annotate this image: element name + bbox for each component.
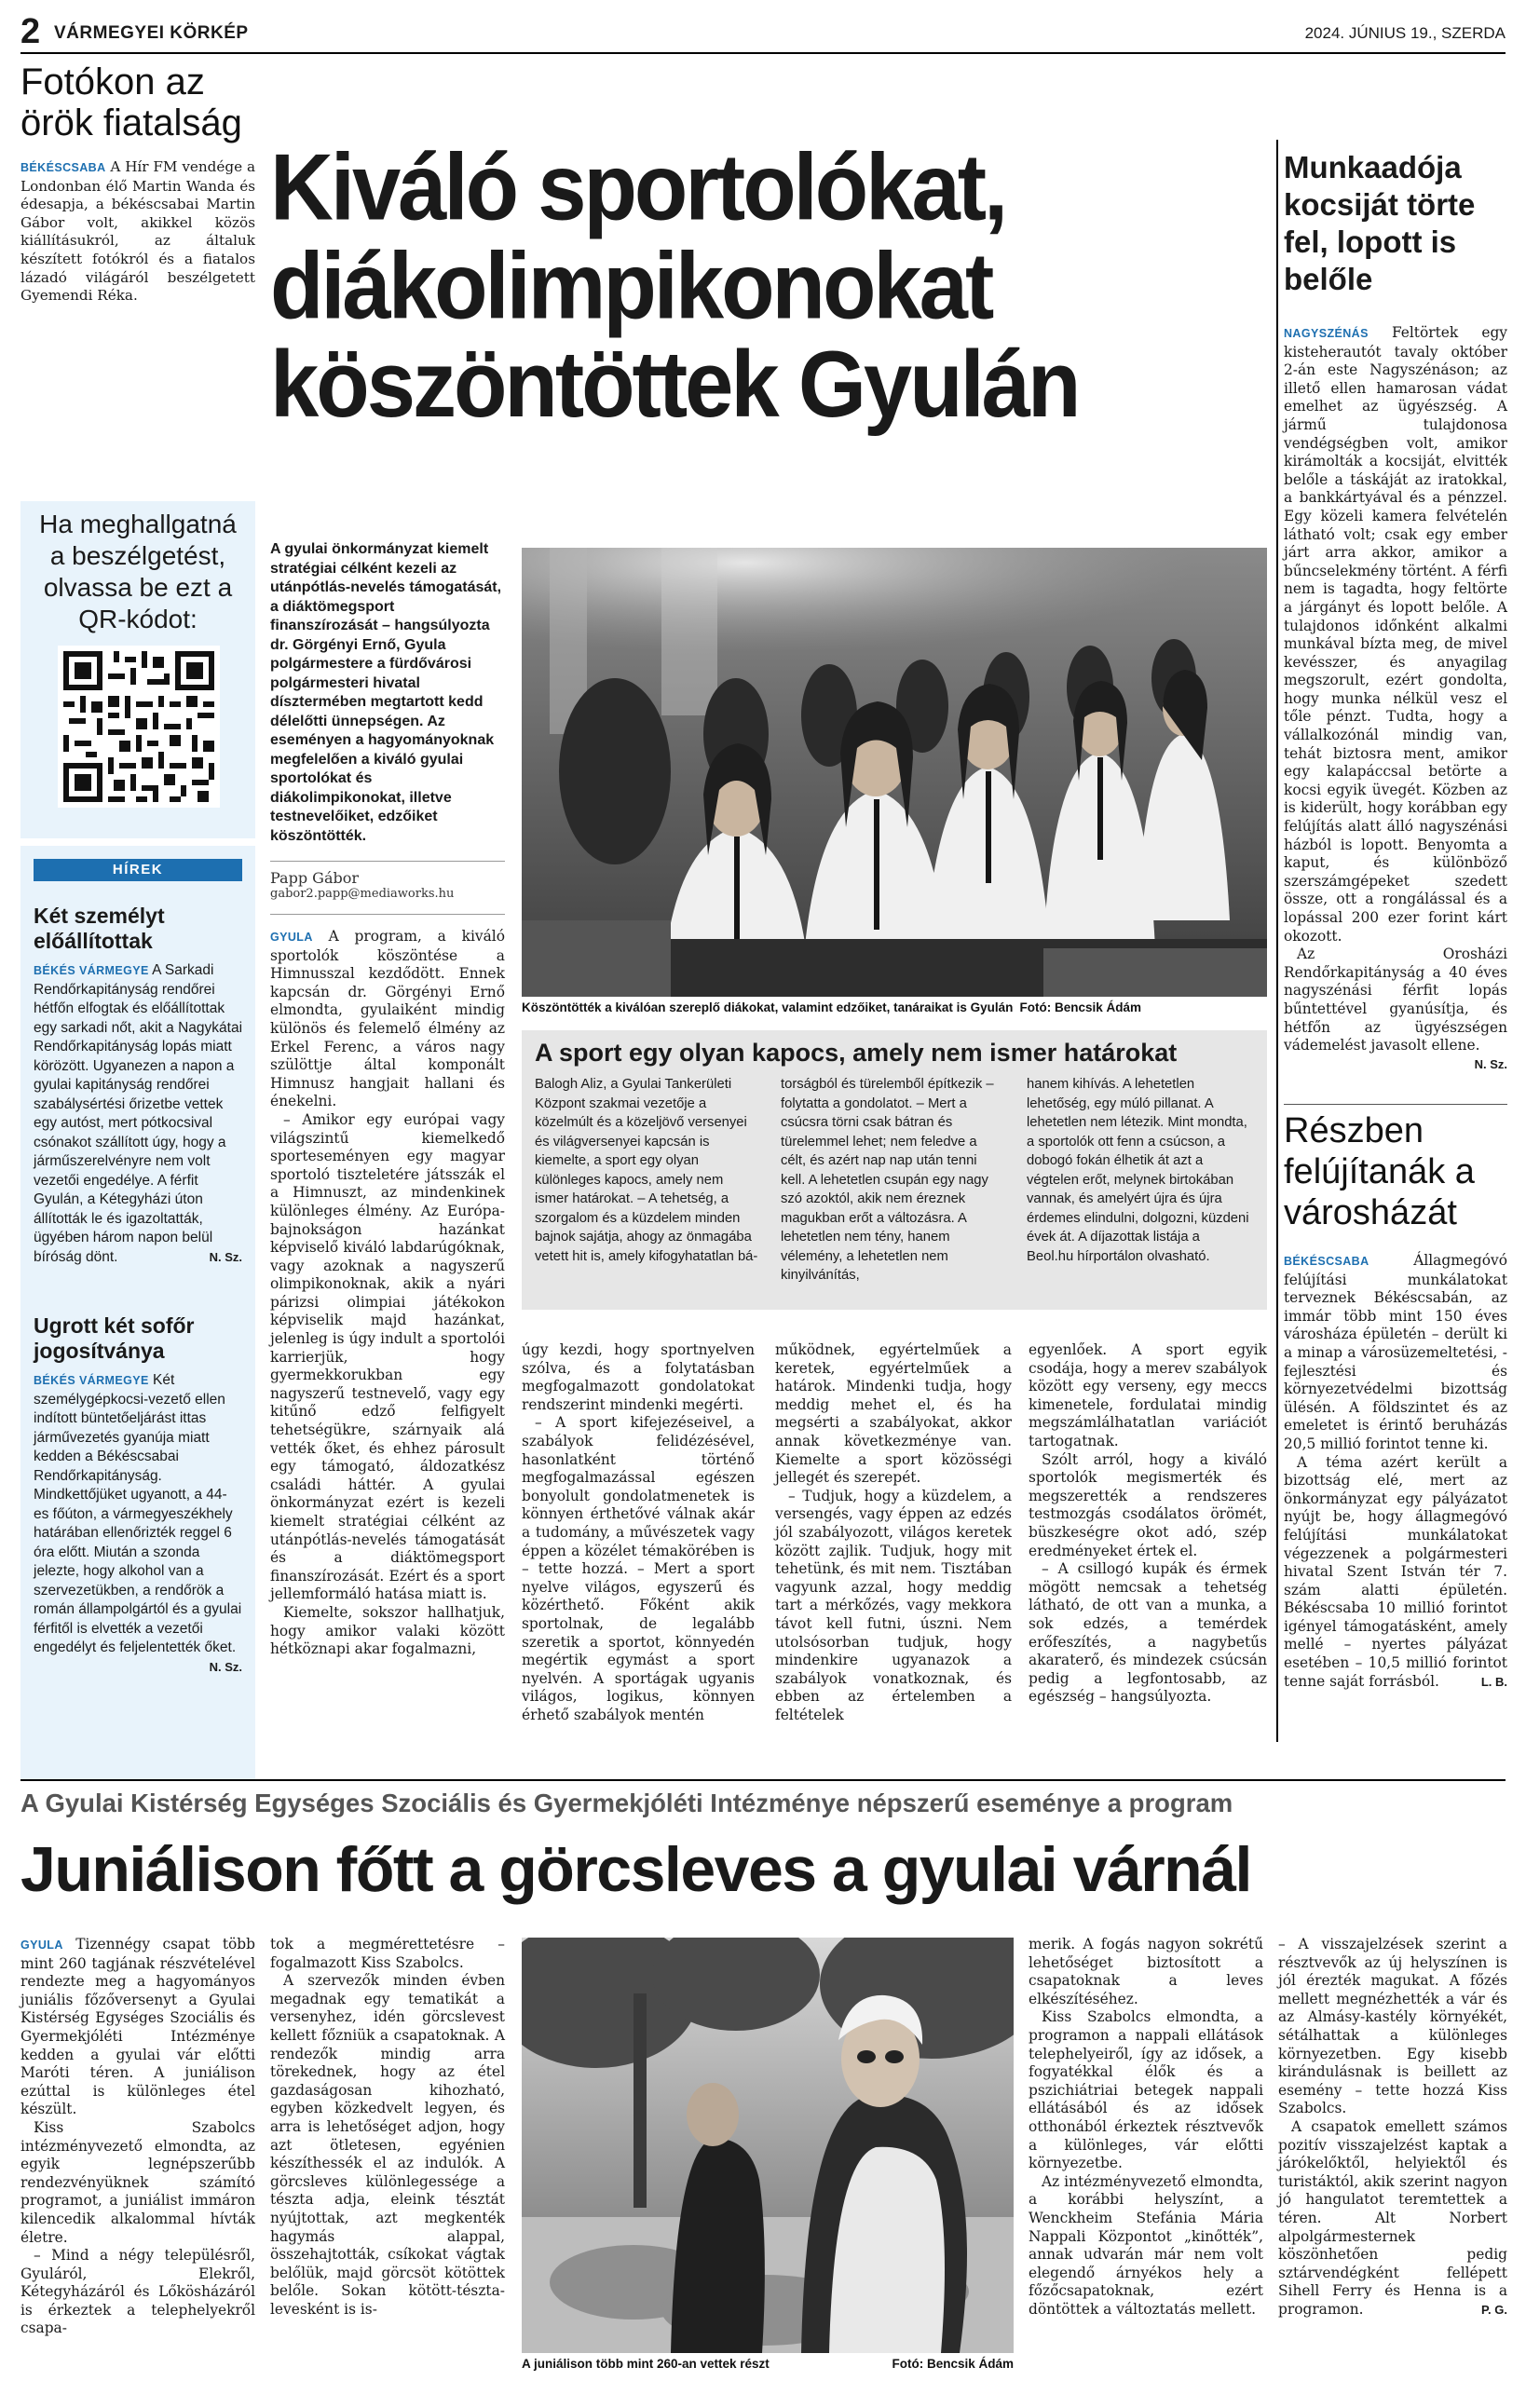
bottom-photo-caption [522,2357,1014,2371]
bottom-col3-p3: Az intézményvezető elmondta, a korábbi helyszínt, a Wenckheim Stefánia Mária Nappali Központot „kinőtték”, annak udvarán már nem volt elegendő árnyékos hely a főzőcsapatoknak, ezért döntöttek a változtatás mellett. [1029,2172,1263,2318]
bottom-col1 [20,1936,255,2338]
author-rule-2 [270,914,505,915]
main-col1-p2: – Amikor egy európai vagy világszintű kiemelkedő sporteseményen egy magyar sportoló tiszteletére játsszák el a Himnuszt, az mindenkinek különleges élmény. Az Európa-bajnokságon hazánkat képviselő kiváló labdarúgóknak, vagy azoknak a nagyszerű olimpikonoknak, akik a nyári párizsi olimpiai játékokon képviselik majd hazánkat, jelenleg is úgy indult a sportolói karrierjük, hogy gyermekkorukban egy nagyszerű testnevelő, vagy egy kitűnő edző felfigyelt tehetségükre, szárnyaik alá vették őket, és ehhez párosult egy támogató, áldozatkész családi háttér. A gyulai önkormányzat ezért is kezeli kiemelt stratégiai célként az utánpótlás-nevelés támogatását és a diáktömegsport finanszírozását. Ezért és a sport jellemformáló hatása miatt is. [270,1110,505,1603]
bottom-col4-p2: A csapatok emellett számos pozitív visszajelzést kaptak a járókelőktől, helyiektől és turistáktól, akik szerint nagyon jó hangulatot teremtettek a téren. Alt Norbert alpolgármesternek köszönhetően pedig sztárvendégként fellépett Sihell Ferry és Henna is a programon. P. G. [1278,2117,1507,2318]
main-lead: A gyulai önkormányzat kiemelt stratégiai célként kezeli az utánpótlás-nevelés támogatását, a diáktömegsport finanszírozását – hangsúlyozta dr. Görgényi Ernő, Gyula polgármestere a fürdővárosi polgármesteri hivatal dísztermében megtartott kedd délelőtti ünnepségen. Az eseményen a hagyományoknak megfelelően a kiváló gyulai sportolókat és diákolimpikonokat, illetve testnevelőiket, edzőiket köszöntötték. [270,541,502,844]
main-col1-p3: Kiemelte, sokszor hallhatjuk, hogy amikor valaki között hétköznapi akar fogalmazni, [270,1603,505,1658]
main-col4-p3: – A csillogó kupák és érmek mögött nemcsak a tehetség látható, de ott van a munka, a sok edzés, a temérdek erőfeszítés, a nagybetűs akaraterő, és mindezek csúcsán pedig a legfontosabb, az egészség – hangsúlyozta. [1029,1560,1267,1706]
news-text-2: BÉKÉS VÁRMEGYE Két személygépkocsi-vezető ellen indított büntetőeljárást ittas járművezetés gyanúja miatt kedden a Békéscsabai Rendőrkapitányság. Mindkettőjüket ugyanott, a 44-es főúton, a vármegyeszékhely határában ellenőrizték reggel 6 óra előtt. Miután a szonda jelezte, hogy alkohol van a szervezetükben, a rendőrök a román állampolgártól és a gyulai férfitől is elvették a vezetői engedélyt és feljelentették őket. N. Sz. [34,1372,242,1674]
section-name: VÁRMEGYEI KÖRKÉP [54,23,249,43]
main-lead-column [270,540,505,1659]
main-col2-p2: – A sport kifejezéseivel, a szabályok felidézésével, hasonlatként történő megfogalmazással egészen bonyolult gondolatmenetek is könnyen érthetővé válnak akár a tudomány, a művészetek vagy éppen a közélet témakörében is – tette hozzá. – Mert a sport nyelve világos, egyszerű és közérthető. Főként akik sportolnak, de legalább szeretik a sportot, könnyedén megértik egymást a sport nyelvén. A sportágak ugyanis világos, logikus, könnyen érhető szabályok mentén [522,1414,755,1723]
left-sidebar [20,61,255,306]
quote-box-title: A sport egy olyan kapocs, amely nem ismer határokat [535,1039,1178,1067]
main-photo-caption [522,1000,1267,1014]
bottom-headline: Juniálison főtt a görcsleves a gyulai várnál [20,1834,1251,1905]
feature-title: Fotókon az örök fiatalság [20,61,242,143]
bottom-caption-credit: Fotó: Bencsik Ádám [892,2357,1014,2371]
news-text-1: BÉKÉS VÁRMEGYE A Sarkadi Rendőrkapitányság rendőrei hétfőn elfogtak és előállítottak egy sarkadi nőt, akit a Nagykátai Rendőrkapitányság lopás miatt körözött. Ugyanezen a napon a gyulai kapitányság rendőrei szabálysértési őrizetbe vettek egy autóst, mert pótkocsival csónakot szállított úgy, hogy a járműszerelvényre nem volt vezetői engedélye. A férfit Gyulán, a Kétegyházi úton állították le és igazoltatták, ügyében három napon belül bíróság dönt. N. Sz. [34,962,243,1265]
bottom-col4 [1278,1936,1507,2319]
bottom-col3-p2: Kiss Szabolcs elmondta, a programon a nappali ellátások telephelyeiről, így az idősek, a fogyatékkal élők és a pszichiátriai betegek nappali ellátásából és az idősek otthonából érkeztek résztvevők a különleges, vár előtti környezetbe. [1029,2008,1263,2172]
right-divider [1284,1104,1507,1105]
main-photo [522,548,1267,997]
bottom-col1-p3: – Mind a négy településről, Gyuláról, Elekről, Kétegyházáról és Lőkösházáról is érkeztek a telephelyekről csapa- [20,2247,255,2337]
right-article-2-p2: A téma azért került a bizottság elé, mert az önkormányzat egy pályázatot nyújt be, hogy állagmegóvó felújítási munkálatokat végezzenek a polgármesteri hivatal Szent István tér 7. szám alatti épületén. Békéscsaba 10 millió forintot igényel támogatásként, amely mellé – nyertes pályázat esetében – 10,5 millió forintot tenne saját forrásból. L. B. [1284,1453,1507,1690]
main-col3-p2: – Tudjuk, hogy a küzdelem, a versengés, vagy éppen az edzés jól szabályozott, világos keretek között zajlik. Tudjuk, hogy mit tehetünk, és mit nem. Tisztában vagyunk azzal, hogy meddig tart a mérkőzés, vagy mekkora távot kell futni, úszni. Nem utolsósorban tudjuk, hogy mindenkire ugyanazok a szabályok vonatkoznak, és ebben az értelemben a feltételek [775,1487,1012,1723]
quote-box-col3: hanem kihívás. A lehetetlen lehetőség, egy múló pillanat. A lehetetlen nem létezik. Mint mondta, a sportolók ott fenn a csúcson, a dobogó fokán élhetik át azt a végtelen erőt, melynek birtokában vannak, és amelyért újra és újra érdemes elindulni, dolgozni, küzdeni évek át. A díjazottak listája a Beol.hu hírportálon olvasható. [1027,1077,1249,1264]
bottom-col3-p1: merik. A fogás nagyon sokrétű lehetőséget biztosított a csapatoknak a leves elkészítéséhez. [1029,1936,1263,2007]
right-article-1-p1: NAGYSZÉNÁS Feltörtek egy kisteherautót tavaly október 2-án este Nagyszénáson; az illető ellen hamarosan vádat emelhet az ügyészség. A jármű tulajdonosa vendégségben volt, amikor kirámolták a kocsiját, elvitték belőle a táskáját az iratokkal, a bankkártyával és a pénzzel. Egy közeli kamera felvételén látható volt; csak egy ember járt arra akkor, amikor a bűncselekmény történt. A férfi nem is tagadta, hogy feltörte a járgányt és lopott belőle. A tulajdonos időnként alkalmi munkával bízta meg, de mivel kevésszer, és anyagilag megszorult, ezért gondolta, hogy munka nélkül vesz el tőle pénzt. Tudta, hogy a vállalkozónál mindig van, tehát biztosra ment, amikor egy kalapáccsal betörte a kocsi egyik üvegét. Közben az is kiderült, hogy korábban egy felújítás alatt álló nagyszénási házból is lopott. Benyomta a kaput, és különböző szerszámgépeket szedett össze, ott a rongálással és a lopással 200 ezer forint kárt okozott. [1284,324,1507,945]
news-title-2: Ugrott két sofőr jogosítványa [34,1313,195,1363]
bottom-col3 [1029,1936,1263,2319]
main-col1-p1: GYULA A program, a kiváló sportolók köszöntése a Himnusszal kezdődött. Ennek kapcsán dr. Görgényi Ernő elmondta, gyulaiként mindig különös és felemelő élmény az Erkel Ferenc, a város nagy szülöttje által komponált Himnusz hangjait hallani és énekelni. [270,928,505,1110]
page-header [20,13,1506,50]
bottom-col2 [270,1936,505,2319]
main-photo-graphic [522,548,1267,997]
feature-location: BÉKÉSCSABA [20,161,106,174]
main-col2 [522,1341,755,1724]
bottom-photo [522,1938,1014,2353]
right-article-2-title: Részben felújítanák a városházát [1284,1111,1475,1232]
quote-box-col2: torságból és türelemből építkezik – folytatta a gondolatot. – Mert a csúcsra törni csak bátran és türelemmel lehet; nem feledve a célt, és azért nap nap után tenni kell. A lehetetlen csupán egy nagy szó azoktól, akik nem éreznek magukban erőt a változásra. A lehetetlen nem tény, hanem vélemény, a lehetetlen nem kinyilvánítás, [781,1077,994,1283]
author-name: Papp Gábor [270,869,359,887]
right-article-1-title: Munkaadója kocsiját törte fel, lopott is belőle [1284,150,1476,296]
author-email: gabor2.papp@mediaworks.hu [270,887,455,901]
right-article-2 [1284,1110,1507,1691]
author-rule [270,861,505,862]
right-article-1 [1284,149,1507,1073]
news-title-1: Két személyt előállítottak [34,904,165,953]
news-box [20,846,255,1779]
right-article-1-p2: Az Orosházi Rendőrkapitányság a 40 éves nagyszénási férfit lopás bűntettével gyanúsítja, és hétfőn az ügyészségen vádemelést javasolt ellene. N. Sz. [1284,946,1507,1071]
main-col3 [775,1341,1012,1724]
main-col4-p1: egyenlőek. A sport egyik csodája, hogy a merev szabályok között egy verseny, egy meccs kimenetele, fordulatai mindig megszámlálhatatlan variációt tartogatnak. [1029,1341,1267,1449]
main-col4 [1029,1341,1267,1707]
right-article-2-p1: BÉKÉSCSABA Állagmegóvó felújítási munkálatokat terveznek Békéscsabán, az immár több mint 150 éves városháza épületén – derült ki a minap a városüzemeltetési, -fejlesztési és környezetvédelmi bizottság ülésén. A földszintet és az emeletet is érintő beruházás 20,5 millió forintot tenne ki. [1284,1252,1507,1452]
bottom-col1-p1: GYULA Tizennégy csapat több mint 260 tagjának részvételével rendezte meg a hagyományos juniális főzőversenyt a Gyulai Kistérség Egységes Szociális és Gyermekjóléti Intézménye kedden a gyulai vár előtti Maróti téren. A juniálison ezúttal is különleges étel készült. [20,1936,255,2118]
main-caption-text: Köszöntötték a kiválóan szereplő diákokat, valamint edzőiket, tanáraikat is Gyulán [522,1000,1014,1014]
news-label: HÍREK [34,859,242,881]
main-caption-credit: Fotó: Bencsik Ádám [1019,1000,1141,1014]
bottom-col4-p1: – A visszajelzések szerint a résztvevők az új helyszínen is jól érezték magukat. A főzés mellett megnézhették a vár és az Almásy-kastély környékét, sétálhattak a különleges környezetben. Egy kisebb kirándulásnak is beillett az esemény – tette hozzá Kiss Szabolcs. [1278,1936,1507,2117]
feature-text: BÉKÉSCSABA A Hír FM vendége a Londonban élő Martin Wanda és édesapja, a békéscsabai Martin Gábor volt, akikkel közös kiállításukról, az általuk készített fotókról és a fiatalos lázadó világáról beszélgetett Gyemendi Réka. [20,158,256,305]
bottom-col1-p2: Kiss Szabolcs intézményvezető elmondta, az egyik legnépszerűbb rendezvényüknek számító programot, a juniálist immáron kilencedik alkalommal hívták életre. [20,2118,255,2246]
quote-box [522,1030,1267,1310]
quote-box-col1: Balogh Aliz, a Gyulai Tankerületi Központ szakmai vezetője a közelmúlt és a közeljövő versenyei és világversenyei kapcsán is kiemelte, a sport egy olyan különleges kapocs, amely nem ismer határokat. – A tehetség, a szorgalom és a küzdelem minden bajnok sajátja, ahogy az önmagába vetett hit is, amely kifogyhatatlan bá- [535,1077,758,1264]
main-col2-p1: úgy kezdi, hogy sportnyelven szólva, és a folytatásban megfogalmazott gondolatokat rendszerint mindenki megérti. [522,1341,755,1413]
bottom-photo-graphic [522,1938,1014,2353]
main-headline: Kiváló sportolókat, diákolimpikonokat köszöntöttek Gyulán [270,133,1079,437]
qr-text: Ha meghallgatná a beszélgetést, olvassa be ezt a QR-kódot: [39,510,237,633]
issue-date: 2024. JÚNIUS 19., SZERDA [1304,24,1506,42]
main-col4-p2: Szólt arról, hogy a kiváló sportolók megismerték és megszerették a rendszeres testmozgás csodálatos örömét, büszkeségre okot adó, szép eredményeket értek el. [1029,1450,1267,1559]
news-item-2 [34,1313,242,1677]
qr-code-graphic [58,646,220,808]
news-item-1 [34,904,242,1267]
bottom-top-rule [20,1779,1506,1781]
bottom-col2-p2: A szervezők minden évben megadnak egy tematikát a versenyhez, idén görcslevest kellett főzniük a csapatoknak. A rendezők mindig arra törekednek, hogy az étel gazdaságosan kihozható, egyben közkedvelt legyen, és arra is lehetőséget adjon, hogy azt ötletesen, egyénien készíthessék el az indulók. A görcsleves különlegessége a tészta adja, eleink tésztát nyújtottak, azt megkenték hagymás alappal, összehajtották, csíkokat vágtak belőlük, majd görcsöt kötöttek belőle. Sokan kötött-tészta-levesként is is- [270,1972,505,2318]
qr-code-icon[interactable] [58,646,220,808]
bottom-caption-text: A juniálison több mint 260-an vettek részt [522,2357,770,2371]
bottom-col2-p1: tok a megmérettetésre – fogalmazott Kiss Szabolcs. [270,1936,505,1971]
main-col3-p1: működnek, egyértelműek a keretek, egyértelműek a határok. Mindenki tudja, hogy meddig mehet el, és ha megsérti a szabályokat, akkor annak következménye van. Kiemelte a sport közösségi jellegét és szerepét. [775,1341,1012,1487]
header-rule [20,52,1506,54]
qr-box [20,501,255,838]
bottom-kicker: A Gyulai Kistérség Egységes Szociális és Gyermekjóléti Intézménye népszerű eseménye a program [20,1789,1233,1817]
right-sidebar-rule [1276,140,1278,1742]
page-number: 2 [20,12,41,51]
